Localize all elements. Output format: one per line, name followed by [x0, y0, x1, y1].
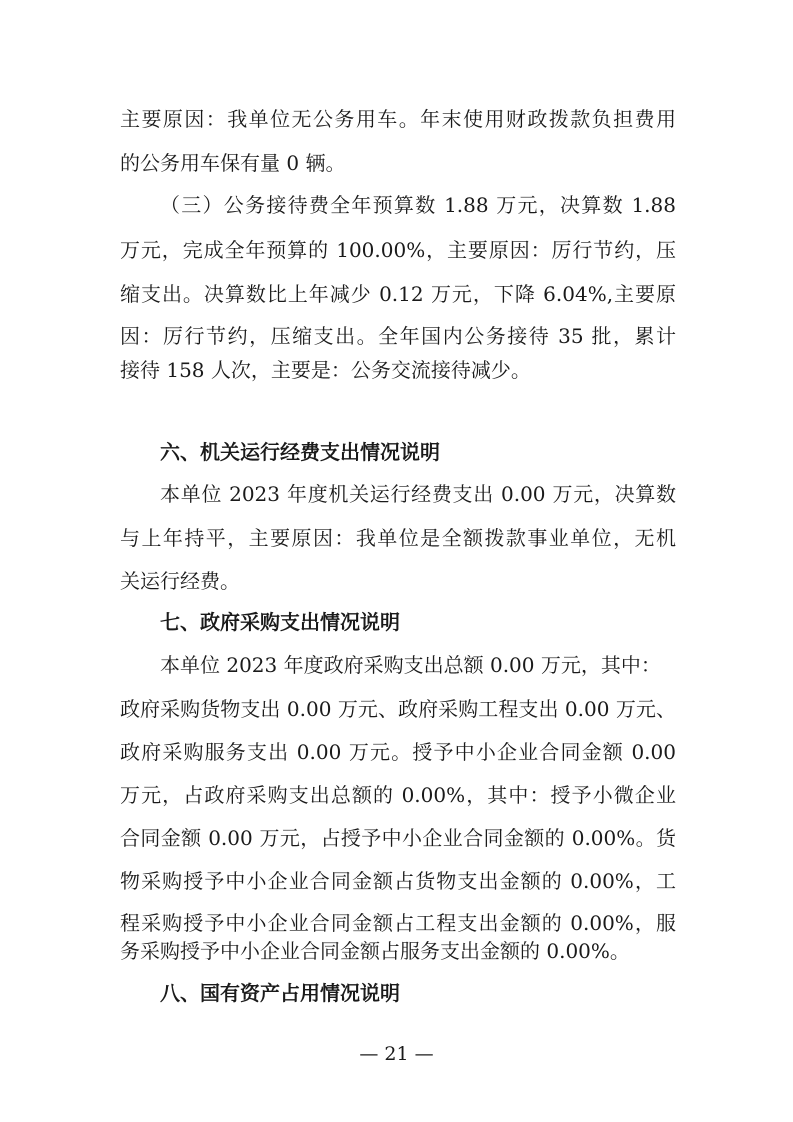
- paragraph-line: 主要原因：我单位无公务用车。年末使用财政拨款负担费用: [120, 107, 676, 131]
- paragraph-line: 因：厉行节约，压缩支出。全年国内公务接待 35 批，累计: [120, 324, 676, 348]
- paragraph-line: 本单位 2023 年度政府采购支出总额 0.00 万元，其中：: [160, 653, 661, 677]
- page-number: — 21 —: [359, 1043, 434, 1065]
- paragraph-line: 务采购授予中小企业合同金额占服务支出金额的 0.00%。: [120, 939, 630, 963]
- paragraph-line: 政府采购货物支出 0.00 万元、政府采购工程支出 0.00 万元、: [120, 697, 676, 721]
- paragraph-line: 缩支出。决算数比上年减少 0.12 万元，下降 6.04%,主要原: [120, 282, 676, 306]
- paragraph-line: 合同金额 0.00 万元，占授予中小企业合同金额的 0.00%。货: [120, 826, 676, 850]
- paragraph-line: 万元，占政府采购支出总额的 0.00%，其中：授予小微企业: [120, 783, 676, 807]
- paragraph-line: 物采购授予中小企业合同金额占货物支出金额的 0.00%，工: [120, 869, 676, 893]
- paragraph-line: 与上年持平，主要原因：我单位是全额拨款事业单位，无机: [120, 526, 676, 550]
- paragraph-line: 本单位 2023 年度机关运行经费支出 0.00 万元，决算数: [160, 482, 676, 506]
- section-heading: 八、国有资产占用情况说明: [160, 981, 400, 1005]
- paragraph-line: （三）公务接待费全年预算数 1.88 万元，决算数 1.88: [160, 193, 676, 217]
- section-heading: 七、政府采购支出情况说明: [160, 610, 400, 634]
- paragraph-line: 程采购授予中小企业合同金额占工程支出金额的 0.00%，服: [120, 911, 676, 935]
- paragraph-line: 政府采购服务支出 0.00 万元。授予中小企业合同金额 0.00: [120, 740, 676, 764]
- paragraph-line: 关运行经费。: [120, 569, 240, 593]
- paragraph-line: 的公务用车保有量 0 辆。: [120, 151, 346, 175]
- paragraph-line: 接待 158 人次，主要是：公务交流接待减少。: [120, 358, 531, 382]
- paragraph-line: 万元，完成全年预算的 100.00%，主要原因：厉行节约，压: [120, 238, 676, 262]
- section-heading: 六、机关运行经费支出情况说明: [160, 440, 440, 464]
